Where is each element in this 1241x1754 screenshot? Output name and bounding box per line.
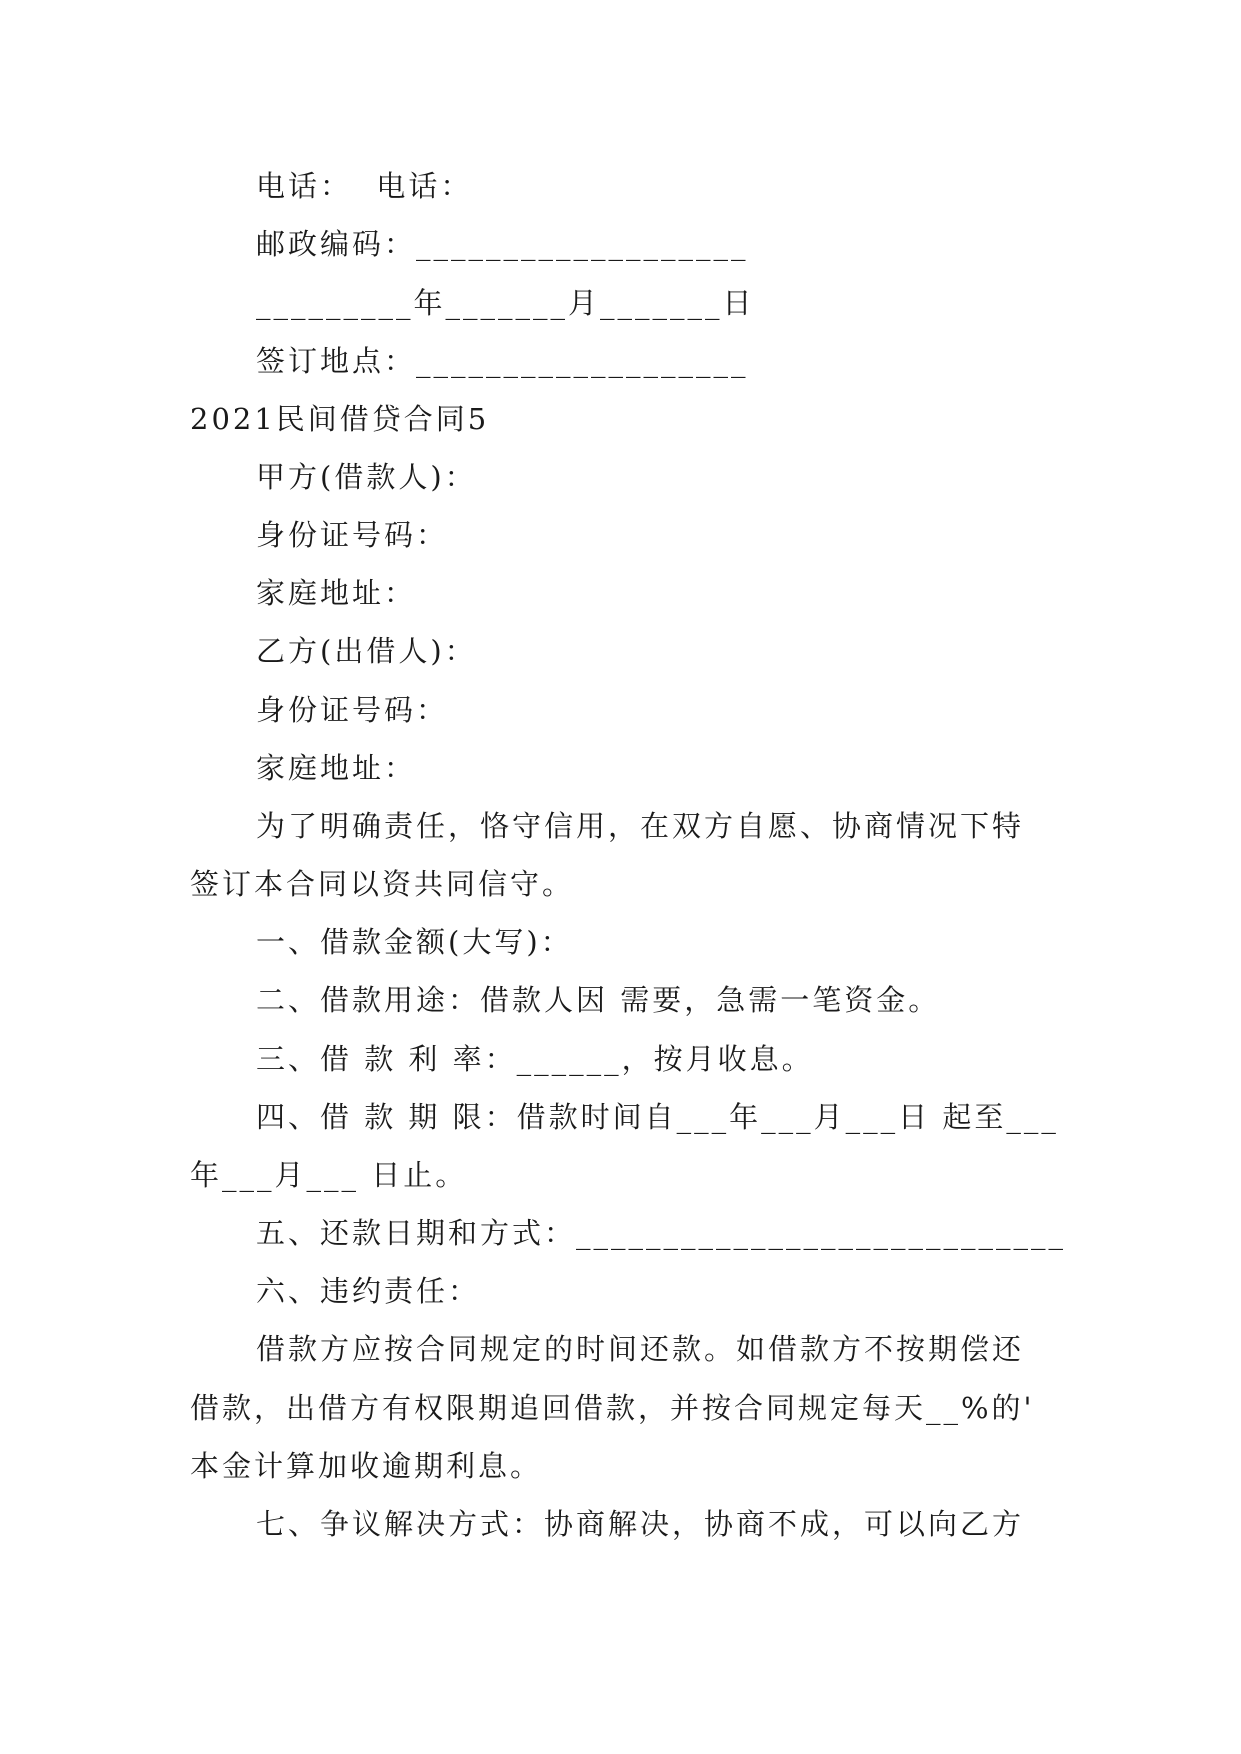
preamble-line-1: 为了明确责任，恪守信用，在双方自愿、协商情况下特 (256, 809, 1025, 843)
preamble-line-2: 签订本合同以资共同信守。 (190, 867, 575, 901)
party-b-id-line: 身份证号码： (256, 693, 449, 727)
postal-code-line: 邮政编码：___________________ (256, 227, 749, 261)
clause-6-liability: 六、违约责任： (256, 1274, 481, 1308)
clause-7-dispute: 七、争议解决方式：协商解决，协商不成，可以向乙方 (256, 1507, 1025, 1541)
section-title: 2021民间借贷合同5 (190, 402, 490, 436)
clause-3-rate: 三、借 款 利 率：______，按月收息。 (256, 1042, 814, 1076)
phone-line: 电话： 电话： (256, 169, 473, 203)
party-a-address-line: 家庭地址： (256, 576, 417, 610)
party-a-id-line: 身份证号码： (256, 518, 449, 552)
liability-text-line-3: 本金计算加收逾期利息。 (190, 1449, 543, 1483)
clause-1-amount: 一、借款金额(大写)： (256, 925, 573, 959)
liability-text-line-2: 借款，出借方有权限期追回借款，并按合同规定每天__%的' (190, 1391, 1035, 1425)
clause-2-purpose: 二、借款用途：借款人因 需要，急需一笔资金。 (256, 983, 941, 1017)
party-b-address-line: 家庭地址： (256, 751, 417, 785)
date-line: _________年_______月_______日 (256, 286, 755, 320)
clause-5-repayment: 五、还款日期和方式：____________________________ (256, 1216, 1067, 1250)
clause-4-term-line-2: 年___月___ 日止。 (190, 1158, 468, 1192)
party-b-line: 乙方(出借人)： (256, 634, 477, 668)
liability-text-line-1: 借款方应按合同规定的时间还款。如借款方不按期偿还 (256, 1332, 1025, 1366)
signing-place-line: 签订地点：___________________ (256, 344, 749, 378)
party-a-line: 甲方(借款人)： (256, 460, 477, 494)
clause-4-term-line-1: 四、借 款 期 限：借款时间自___年___月___日 起至___ (256, 1100, 1059, 1134)
